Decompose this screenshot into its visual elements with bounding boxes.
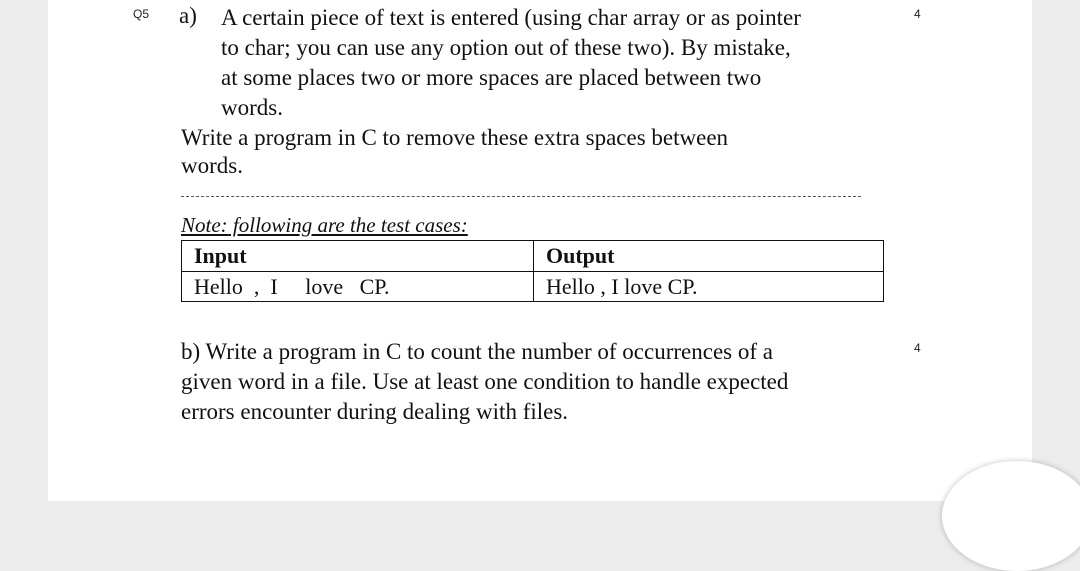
table-cell-input: Hello , I love CP.: [182, 272, 534, 302]
document-page: [48, 0, 1032, 501]
page-curl-decoration: [942, 461, 1080, 571]
table-row: [182, 272, 884, 302]
part-a-description: [221, 3, 911, 123]
table-header-row: [182, 241, 884, 272]
part-b-marks: 4: [914, 341, 921, 355]
part-b-description: [181, 337, 901, 427]
note-text: following are the test cases:: [227, 213, 468, 237]
table-header-input: Input: [182, 241, 534, 272]
part-a-line: at some places two or more spaces are placed between two: [221, 65, 762, 90]
part-b-line: given word in a file. Use at least one condition to handle expected: [181, 369, 789, 394]
test-case-table: [181, 240, 884, 302]
note-prefix: Note:: [181, 213, 228, 237]
part-a-line: A certain piece of text is entered (using char array or as pointer: [221, 5, 801, 30]
table-cell-output: Hello , I love CP.: [534, 272, 884, 302]
part-a-task: [181, 124, 881, 180]
part-a-line: words.: [221, 95, 283, 120]
part-a-task-line: Write a program in C to remove these extra spaces between: [181, 125, 729, 150]
part-a-label: a): [179, 3, 197, 28]
part-a-marks: 4: [914, 7, 921, 21]
part-b-line: errors encounter during dealing with files.: [181, 399, 569, 424]
table-header-output: Output: [534, 241, 884, 272]
question-number: Q5: [133, 7, 150, 21]
part-b-line: b) Write a program in C to count the number of occurrences of a: [181, 339, 773, 364]
dashed-separator: [181, 196, 861, 197]
part-a-line: to char; you can use any option out of these two). By mistake,: [221, 35, 791, 60]
test-case-note: [181, 213, 468, 238]
part-a-task-line: words.: [181, 153, 243, 178]
